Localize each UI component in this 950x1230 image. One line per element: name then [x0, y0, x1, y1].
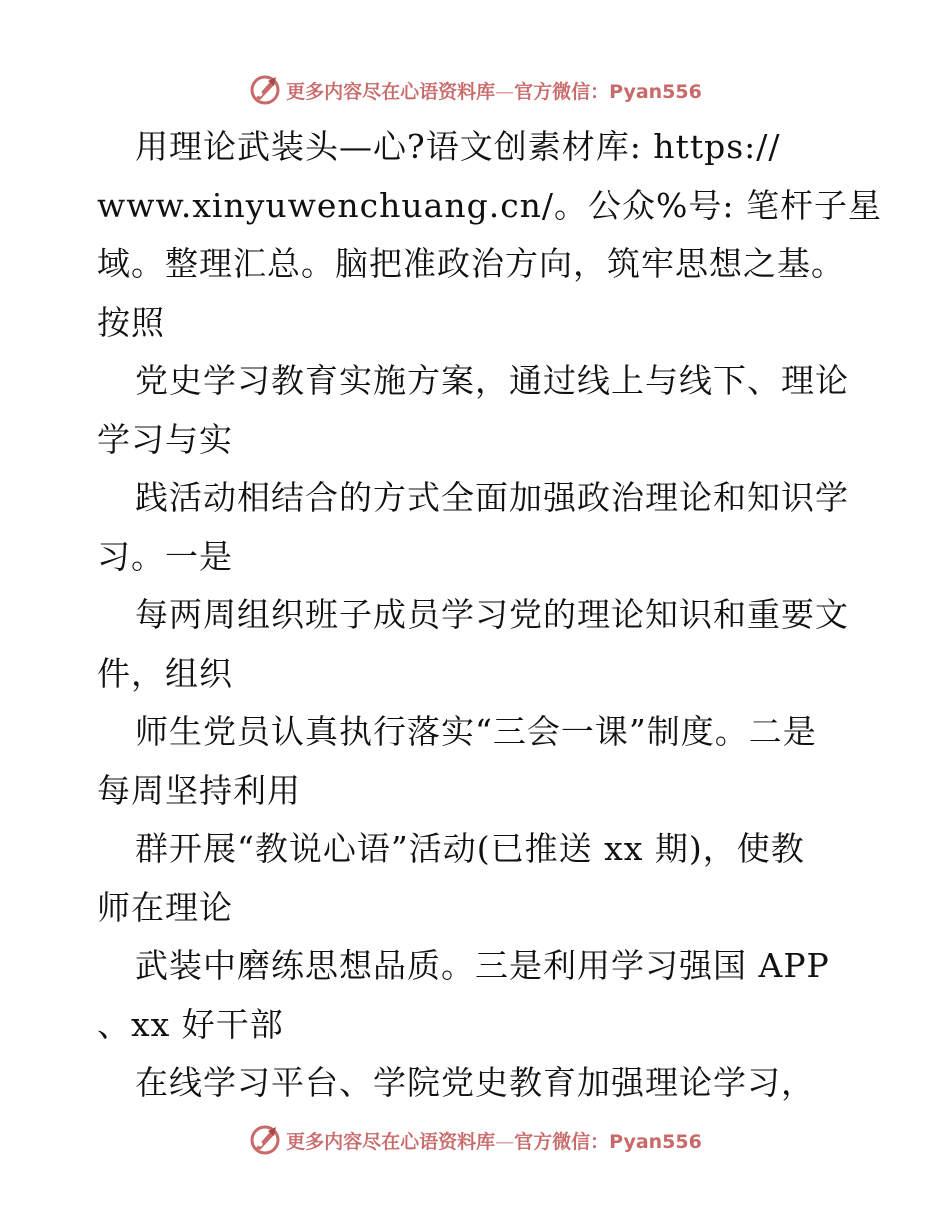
- text-line: 每两周组织班子成员学习党的理论知识和重要文: [135, 595, 849, 634]
- watermark-wechat-label: 官方微信：: [514, 80, 610, 103]
- watermark-text: [286, 77, 702, 104]
- quill-seal-icon: [248, 1123, 282, 1157]
- watermark-wechat-id: Pyan556: [609, 1130, 702, 1153]
- header-watermark-banner: [0, 70, 950, 110]
- watermark-text: [286, 1127, 702, 1154]
- text-line: 践活动相结合的方式全面加强政治理论和知识学: [135, 478, 849, 517]
- watermark-brand: 更多内容尽在心语资料库: [286, 1130, 496, 1153]
- text-line: 师生党员认真执行落实“三会一课”制度。二是: [135, 712, 817, 751]
- footer-watermark-banner: [0, 1120, 950, 1160]
- watermark-separator: —: [495, 1130, 515, 1153]
- text-line: 群开展“教说心语”活动(已推送 xx 期)，使教: [135, 829, 805, 868]
- text-line: 每周坚持利用: [97, 770, 301, 810]
- text-line: 党史学习教育实施方案，通过线上与线下、理论: [135, 361, 849, 400]
- text-line: www.xinyuwenchuang.cn/。公众%号: 笔杆子星: [97, 185, 883, 225]
- watermark-brand: 更多内容尽在心语资料库: [286, 80, 496, 103]
- text-line: 用理论武装头—心?语文创素材库: https://: [135, 127, 781, 166]
- text-line: 武装中磨练思想品质。三是利用学习强国 APP: [135, 946, 830, 985]
- text-line: 习。一是: [97, 536, 233, 576]
- text-line: 件，组织: [97, 653, 233, 693]
- text-line: 、xx 好干部: [97, 1004, 284, 1044]
- watermark-wechat-id: Pyan556: [609, 80, 702, 103]
- watermark-separator: —: [495, 80, 515, 103]
- text-line: 师在理论: [97, 887, 233, 927]
- document-body: [97, 118, 883, 1113]
- text-line: 学习与实: [97, 419, 233, 459]
- watermark-wechat-label: 官方微信：: [514, 1130, 610, 1153]
- text-line: 域。整理汇总。脑把准政治方向，筑牢思想之基。: [97, 244, 845, 283]
- quill-seal-icon: [248, 73, 282, 107]
- text-line: 在线学习平台、学院党史教育加强理论学习，: [135, 1063, 815, 1102]
- text-line: 按照: [97, 302, 165, 342]
